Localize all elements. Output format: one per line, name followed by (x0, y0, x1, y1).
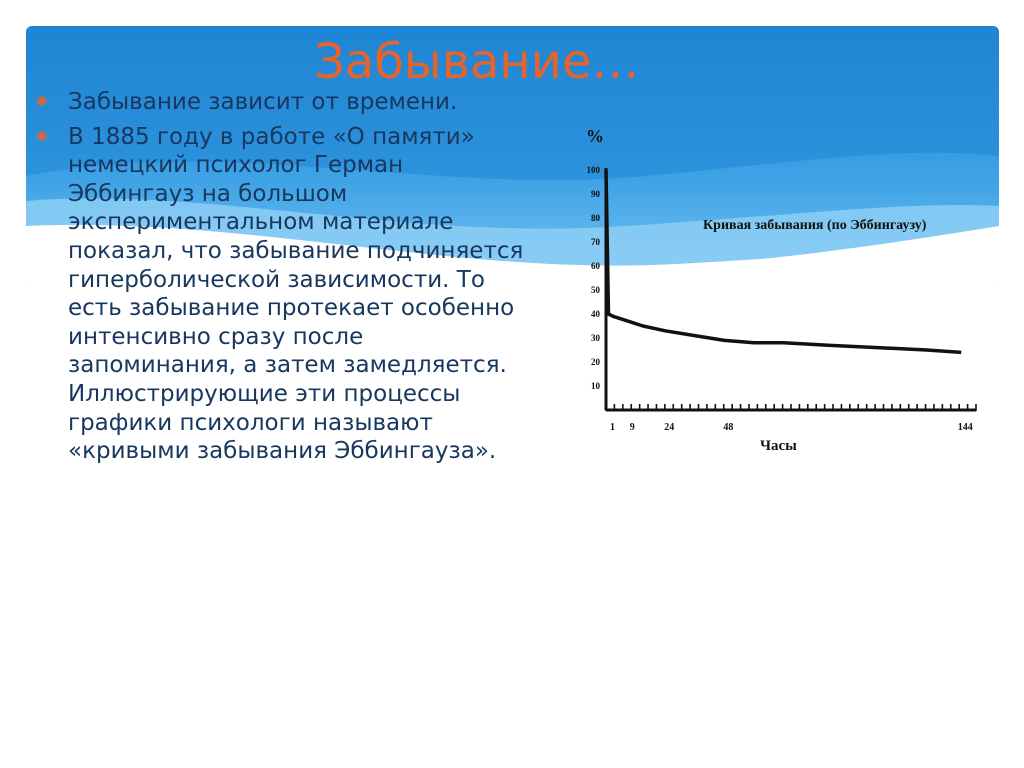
x-tick-label: 144 (957, 422, 973, 433)
y-tick-label: 10 (591, 381, 600, 391)
bullet-text: В 1885 году в работе «О памяти» немецкий психолог Герман Эббингауз на большом экспериментальном материале показал, что забывание подчиняется гиперболической зависимости. То есть забывание протекает особенно интенсивно сразу после запоминания, а затем замедляется. Иллюстрирующие эти процессы графики психологи называют «кривыми забывания Эббингауза». (68, 123, 524, 465)
y-tick-label: 20 (591, 357, 600, 367)
bullet-text: Забывание зависит от времени. (68, 89, 458, 115)
slide-title: Забывание… (314, 34, 640, 90)
chart-title: Кривая забывания (по Эббингаузу) (703, 218, 927, 233)
asterisk-bullet-icon: ✱ (36, 128, 48, 145)
x-tick-label: 1 (609, 422, 615, 433)
x-tick-label: 9 (629, 422, 635, 433)
chart-ylabel: % (586, 126, 604, 146)
bullet-item (36, 88, 526, 117)
chart-xlabel: Часы (760, 438, 797, 454)
y-tick-label: 90 (591, 189, 600, 199)
y-tick-label: 80 (591, 213, 600, 223)
bullet-list (36, 88, 526, 472)
asterisk-bullet-icon: ✱ (36, 94, 48, 110)
x-tick-label: 24 (664, 422, 675, 433)
x-tick-label: 48 (723, 422, 734, 433)
y-tick-label: 50 (591, 285, 600, 295)
chart-svg (578, 118, 988, 463)
bullet-item (36, 123, 526, 466)
y-tick-label: 40 (591, 309, 600, 319)
forgetting-curve-line (606, 170, 961, 352)
y-tick-label: 70 (591, 237, 600, 247)
y-tick-label: 100 (586, 165, 600, 175)
y-tick-label: 60 (591, 261, 600, 271)
y-tick-label: 30 (591, 333, 600, 343)
plot-area (587, 165, 977, 433)
forgetting-curve-chart (578, 118, 988, 463)
